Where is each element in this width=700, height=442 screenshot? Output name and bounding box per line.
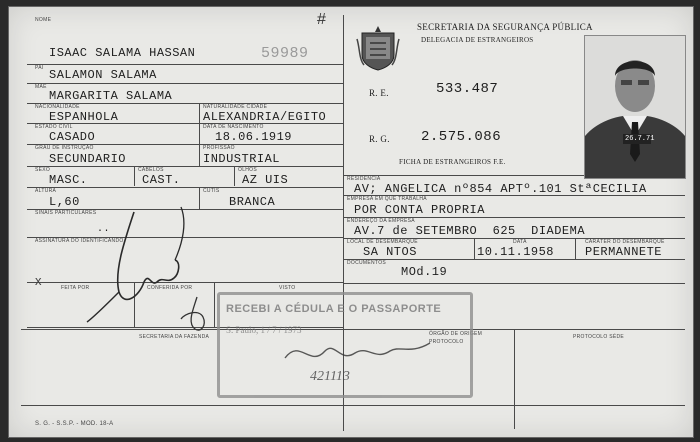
receipt-stamp bbox=[217, 292, 473, 398]
label-conferida-por: CONFERIDA POR bbox=[147, 285, 193, 291]
value-data-nascimento: 18.06.1919 bbox=[215, 130, 293, 144]
value-empresa: POR CONTA PROPRIA bbox=[354, 203, 485, 217]
stamp-line-3: 421113 bbox=[310, 369, 350, 384]
ficha-label: FICHA DE ESTRANGEIROS F.E. bbox=[399, 158, 506, 166]
stamp-signature bbox=[280, 333, 440, 373]
label-instrucao: GRAU DE INSTRUÇÃO bbox=[35, 145, 94, 151]
label-secretaria-fazenda: SECRETARIA DA FAZENDA bbox=[139, 334, 210, 340]
label-data: DATA bbox=[513, 239, 527, 245]
label-sinais: SINAIS PARTICULARES bbox=[35, 210, 97, 216]
label-orgao-origem: ÓRGÃO DE ORIGEM bbox=[429, 331, 483, 337]
rule bbox=[134, 166, 135, 186]
label-pai: PAI bbox=[35, 65, 44, 71]
value-local-desembarque: SA NTOS bbox=[363, 245, 417, 259]
rule bbox=[27, 83, 343, 84]
applicant-photo bbox=[584, 35, 686, 179]
value-olhos: AZ UIS bbox=[242, 173, 289, 187]
label-olhos: OLHOS bbox=[238, 167, 258, 173]
stamp-line-1: RECEBI A CÉDULA E O PASSAPORTE bbox=[226, 303, 442, 315]
label-empresa: EMPRESA EM QUE TRABALHA bbox=[347, 196, 427, 202]
label-cutis: CÚTIS bbox=[203, 188, 220, 194]
value-cutis: BRANCA bbox=[229, 195, 276, 209]
label-data-nascimento: DATA DE NASCIMENTO bbox=[203, 124, 264, 130]
value-nacionalidade: ESPANHOLA bbox=[49, 110, 119, 124]
rule bbox=[343, 259, 685, 260]
label-altura: ALTURA bbox=[35, 188, 57, 194]
label-protocolo-sede: PROTOCOLO SÉDE bbox=[573, 334, 625, 340]
rule bbox=[27, 64, 343, 65]
label-visto: VISTO bbox=[279, 285, 296, 291]
rule bbox=[199, 103, 200, 166]
photo-tag: 26.7.71 bbox=[625, 135, 655, 143]
rule bbox=[474, 238, 475, 259]
value-data-desembarque: 10.11.1958 bbox=[477, 245, 555, 259]
label-re: R. E. bbox=[369, 88, 389, 98]
label-estado-civil: ESTADO CIVIL bbox=[35, 124, 73, 130]
coat-of-arms-icon bbox=[356, 25, 400, 71]
value-instrucao: SECUNDARIO bbox=[49, 152, 127, 166]
label-assinatura: ASSINATURA DO IDENTIFICANDO bbox=[35, 238, 124, 244]
value-nome: ISAAC SALAMA HASSAN bbox=[49, 46, 196, 60]
label-cabelos: CABELOS bbox=[138, 167, 164, 173]
value-nome-number: 59989 bbox=[261, 45, 309, 62]
label-sexo: SEXO bbox=[35, 167, 51, 173]
rule bbox=[234, 166, 235, 186]
value-documentos: MOd.19 bbox=[401, 265, 448, 279]
form-footer: S. G. - S.S.P. - MOD. 18-A bbox=[35, 421, 114, 427]
value-rg: 2.575.086 bbox=[421, 129, 502, 145]
rule bbox=[575, 238, 576, 259]
value-mae: MARGARITA SALAMA bbox=[49, 89, 173, 103]
label-nacionalidade: NACIONALIDADE bbox=[35, 104, 80, 110]
label-feita-por: FEITA POR bbox=[61, 285, 90, 291]
label-nome: NOME bbox=[35, 17, 52, 23]
header-subtitle: DELEGACIA DE ESTRANGEIROS bbox=[421, 36, 534, 44]
label-profissao: PROFISSÃO bbox=[203, 145, 235, 151]
rule bbox=[27, 187, 343, 188]
rule bbox=[514, 329, 515, 429]
label-endereco-empresa: ENDEREÇO DA EMPRESA bbox=[347, 218, 415, 224]
label-documentos: DOCUMENTOS bbox=[347, 260, 387, 266]
rule bbox=[21, 405, 685, 406]
label-rg: R. G. bbox=[369, 134, 390, 144]
value-sexo: MASC. bbox=[49, 173, 88, 187]
x-mark: x bbox=[35, 273, 42, 288]
label-protocolo: PROTOCOLO bbox=[429, 339, 464, 345]
label-caracter-desembarque: CARÁTER DO DESEMBARQUE bbox=[585, 239, 665, 245]
header-title: SECRETARIA DA SEGURANÇA PÚBLICA bbox=[417, 22, 593, 32]
value-endereco-empresa: AV.7 de SETEMBRO 625 DIADEMA bbox=[354, 224, 586, 238]
foreigner-registration-card bbox=[8, 6, 694, 438]
stamp-line-2: S. Paulo, 1 / 7 / 1973 bbox=[226, 325, 302, 335]
corner-mark: # bbox=[317, 11, 326, 28]
rule bbox=[199, 187, 200, 209]
value-cabelos: CAST. bbox=[142, 173, 181, 187]
value-altura: L,60 bbox=[49, 195, 80, 209]
value-re: 533.487 bbox=[436, 81, 499, 97]
value-residencia: AV; ANGELICA nº854 APTº.101 StªCECILIA bbox=[354, 182, 647, 196]
value-estado-civil: CASADO bbox=[49, 130, 96, 144]
label-mae: MÃE bbox=[35, 84, 47, 90]
label-local-desembarque: LOCAL DE DESEMBARQUE bbox=[347, 239, 418, 245]
value-profissao: INDUSTRIAL bbox=[203, 152, 281, 166]
value-pai: SALAMON SALAMA bbox=[49, 68, 157, 82]
label-naturalidade: NATURALIDADE CIDADE bbox=[203, 104, 268, 110]
value-sinais: .. bbox=[97, 224, 111, 235]
value-caracter-desembarque: PERMANNETE bbox=[585, 245, 663, 259]
rule bbox=[27, 166, 343, 167]
rule bbox=[343, 283, 685, 284]
label-residencia: RESIDÊNCIA bbox=[347, 176, 381, 182]
value-naturalidade: ALEXANDRIA/EGITO bbox=[203, 110, 327, 124]
initials-scribble bbox=[177, 295, 217, 335]
